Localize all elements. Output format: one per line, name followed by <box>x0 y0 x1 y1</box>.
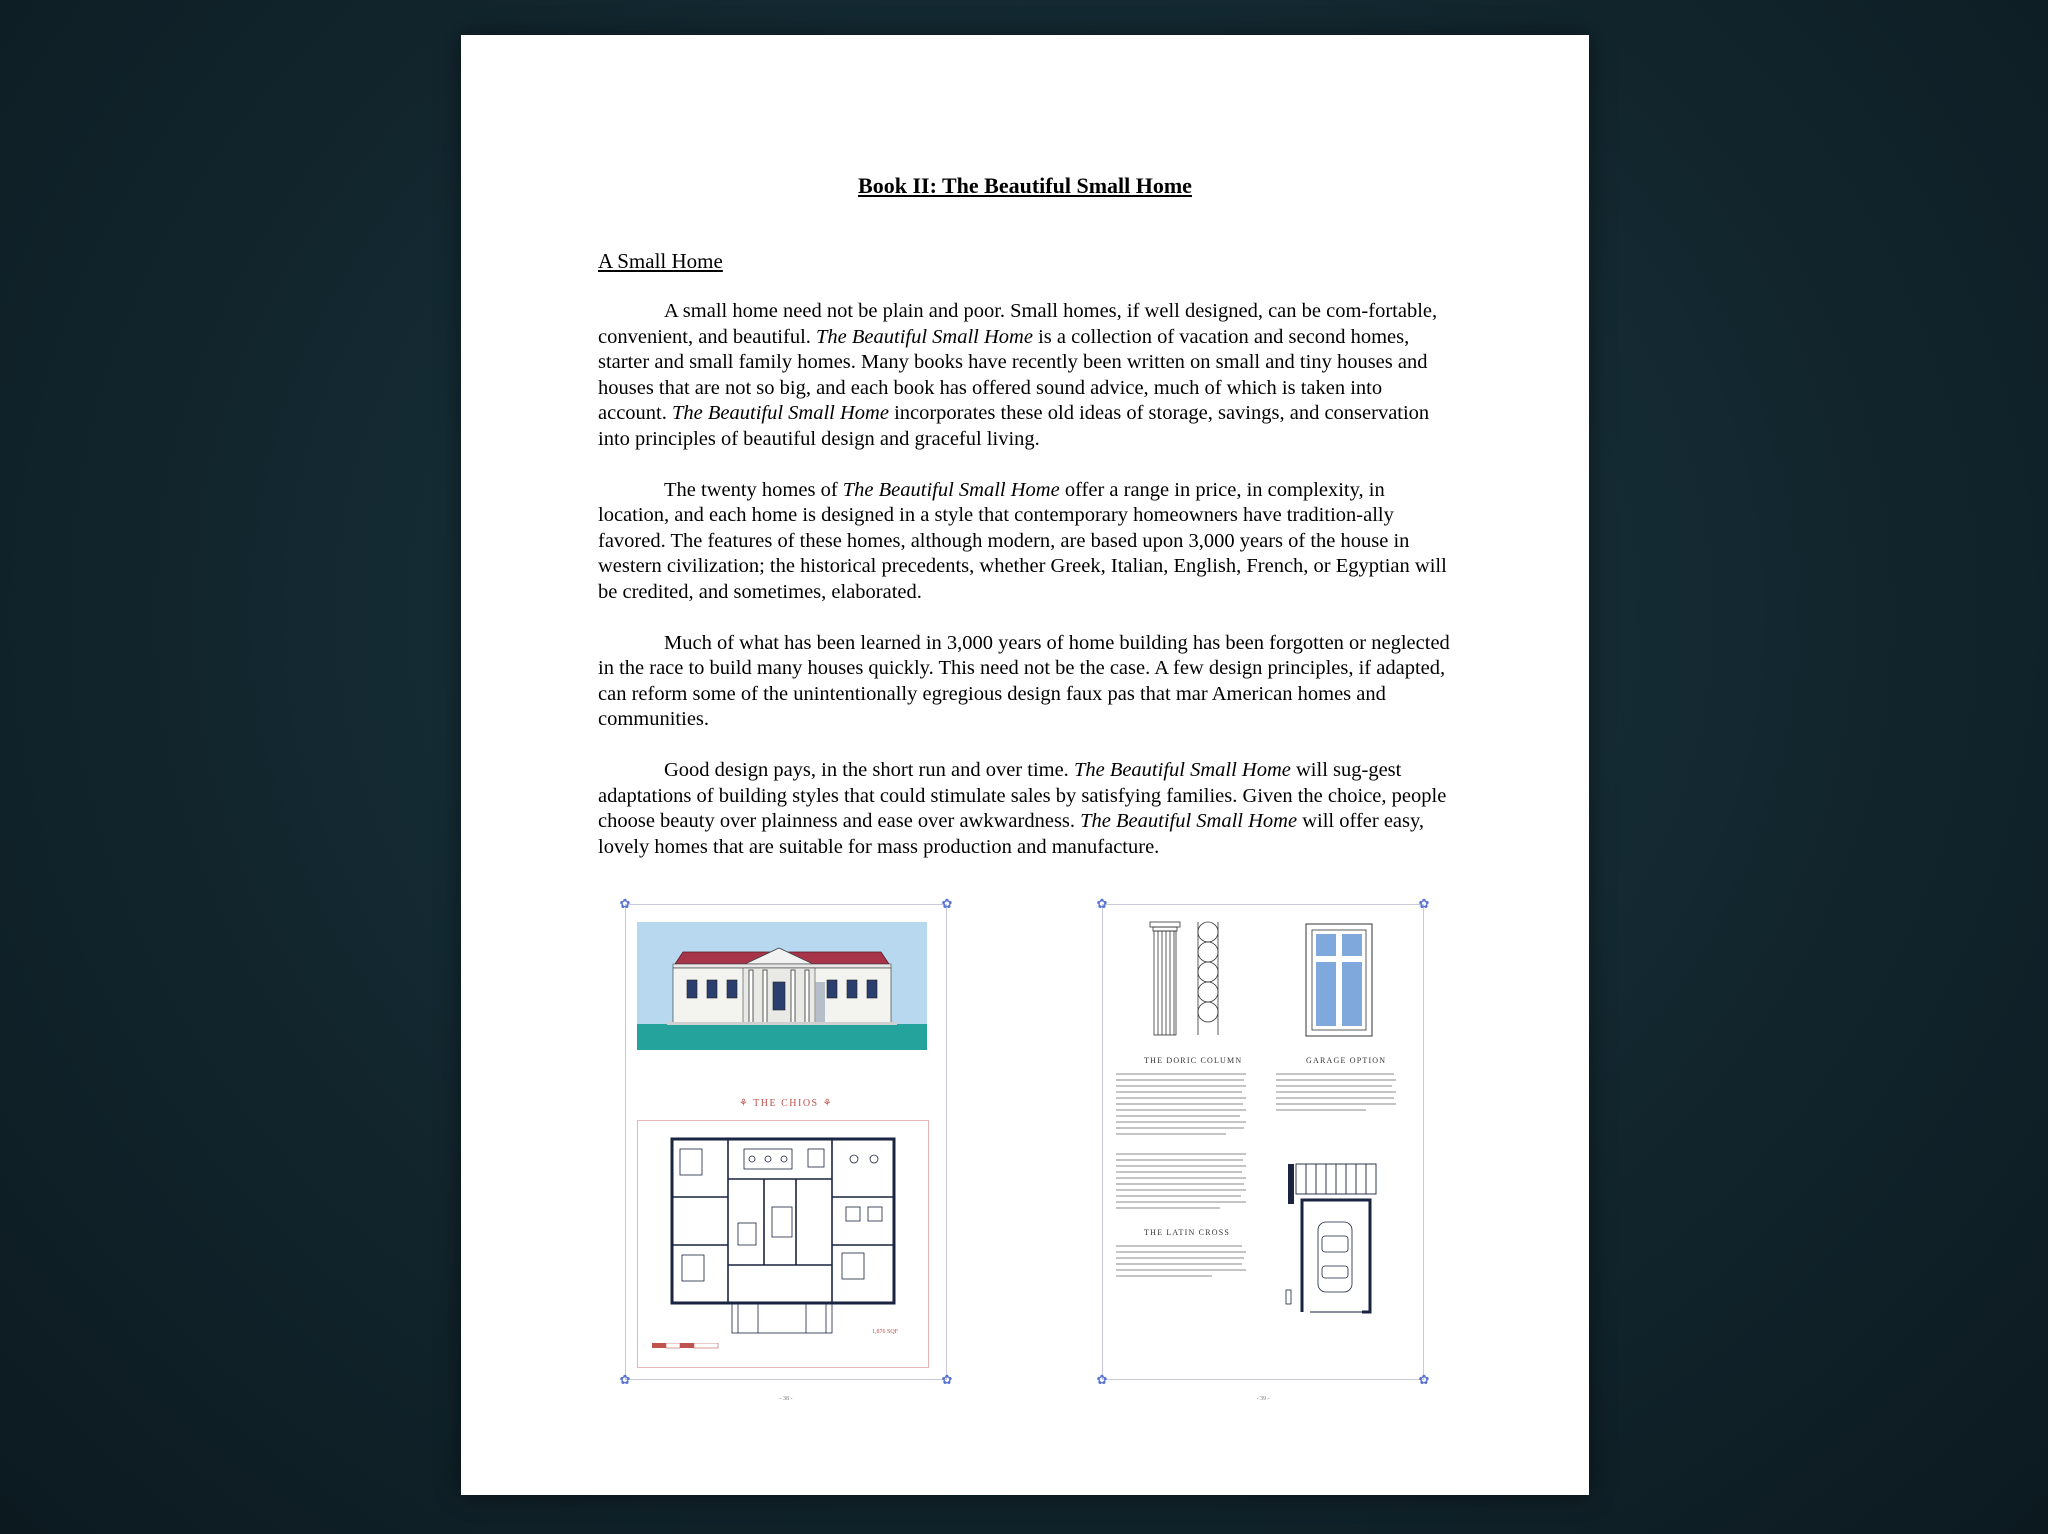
paragraph-text: Good design pays, in the short run and over time. <box>664 759 1074 781</box>
floor-plan-frame <box>637 1120 929 1368</box>
corner-ornament-icon: ✿ <box>1418 1372 1430 1387</box>
paragraph-text: The twenty homes of <box>664 478 843 501</box>
corner-ornament-icon: ✿ <box>1096 1372 1108 1387</box>
garage-plan-drawing <box>1282 1162 1392 1322</box>
body-paragraph <box>598 631 1450 733</box>
house-plan-sheet <box>619 896 953 1402</box>
latin-cross-heading: THE LATIN CROSS <box>1144 1228 1231 1237</box>
book-title-italic: The Beautiful Small Home <box>1080 810 1298 832</box>
floor-plan-drawing <box>668 1135 900 1361</box>
body-paragraph <box>598 299 1450 452</box>
body-text <box>598 299 1450 886</box>
body-copy-block <box>1276 1072 1406 1132</box>
house-name-label: ⚘ THE CHIOS ⚘ <box>738 1098 834 1109</box>
area-label: 1,876 SQF <box>871 1329 898 1335</box>
window-drawing <box>1304 922 1374 1038</box>
book-title-italic: The Beautiful Small Home <box>816 325 1033 348</box>
book-title-italic: The Beautiful Small Home <box>842 478 1060 501</box>
page-number: - 39 - <box>1256 1396 1270 1402</box>
book-title-italic: The Beautiful Small Home <box>672 402 889 424</box>
page-number: - 38 - <box>779 1396 793 1402</box>
page-title: Book II: The Beautiful Small Home <box>858 173 1192 198</box>
body-copy-block <box>1116 1244 1256 1294</box>
house-elevation-drawing <box>637 922 927 1050</box>
garage-option-heading: GARAGE OPTION <box>1306 1056 1387 1065</box>
paragraph-text: is a collection of vacation and second homes, starter and small family homes. Many books have recently been written on small and tiny houses and houses that are not so big, and each book has offered sound advice, much of which is taken into account. <box>598 325 1428 424</box>
corner-ornament-icon: ✿ <box>941 1372 953 1387</box>
section-heading: A Small Home <box>598 249 723 273</box>
paragraph-text: will offer easy, lovely homes that are suitable for mass production and manufacture. <box>598 810 1425 858</box>
doric-column-heading: THE DORIC COLUMN <box>1144 1056 1243 1065</box>
details-sheet <box>1096 896 1430 1402</box>
corner-ornament-icon: ✿ <box>619 896 631 911</box>
corner-ornament-icon: ✿ <box>1096 896 1108 911</box>
scale-bar <box>652 1343 722 1353</box>
paragraph-text: will sug-gest adaptations of building styles that could stimulate sales by satisfying families. Given the choice, people choose beauty over plainness and ease over awkwardness. <box>598 759 1447 832</box>
document-page <box>461 35 1589 1495</box>
paragraph-text: Much of what has been learned in 3,000 years of home building has been forgotten or neglected in the race to build many houses quickly. This need not be the case. A few design principles, if adapted, can reform some of the unintentionally egregious design faux pas that mar American homes and communities. <box>598 631 1450 730</box>
corner-ornament-icon: ✿ <box>619 1372 631 1387</box>
body-copy-block <box>1116 1072 1256 1222</box>
paragraph-text: A small home need not be plain and poor. Small homes, if well designed, can be com-fortable, convenient, and beautiful. <box>598 300 1438 348</box>
corner-ornament-icon: ✿ <box>1418 896 1430 911</box>
doric-column-drawing <box>1144 920 1234 1038</box>
corner-ornament-icon: ✿ <box>941 896 953 911</box>
paragraph-text: incorporates these old ideas of storage, savings, and conservation into principles of beautiful design and graceful living. <box>598 402 1430 450</box>
body-paragraph <box>598 478 1450 606</box>
book-title-italic: The Beautiful Small Home <box>1073 759 1291 781</box>
paragraph-text: offer a range in price, in complexity, in location, and each home is designed in a style that contemporary homeowners have tradition-ally favored. The features of these homes, although modern, are based upon 3,000 years of the house in western civilization; the historical precedents, whether Greek, Italian, English, French, or Egyptian will be credited, and sometimes, elaborated. <box>598 478 1447 603</box>
body-paragraph <box>598 758 1450 860</box>
